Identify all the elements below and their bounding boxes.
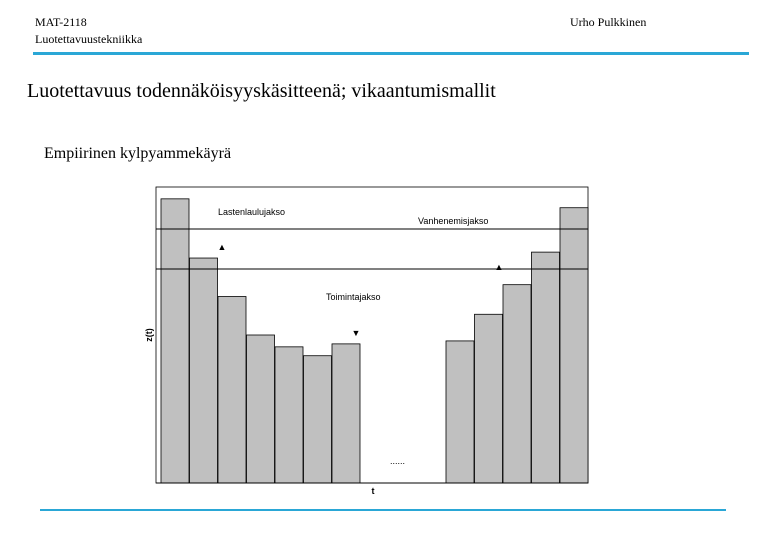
bar-9 [475, 314, 503, 483]
bar-6 [304, 356, 332, 483]
footer-divider [40, 509, 726, 511]
marker-useful-life: ▼ [351, 328, 361, 338]
chart-subtitle: Empiirinen kylpyammekäyrä [44, 145, 232, 162]
bar-4 [247, 335, 275, 483]
marker-infant-mortality: ▲ [217, 242, 227, 252]
x-axis-label: t [371, 486, 375, 496]
slide-title: Luotettavuus todennäköisyyskäsitteenä; vikaantumismallit [27, 80, 496, 102]
bar-2 [190, 258, 218, 483]
author-name: Urho Pulkkinen [570, 15, 647, 29]
bar-10 [503, 285, 531, 483]
course-code: MAT-2118 [35, 15, 87, 29]
course-name: Luotettavuustekniikka [35, 32, 143, 46]
marker-wear-out: ▲ [494, 262, 504, 272]
label-useful-life: Toimintajakso [326, 292, 381, 302]
bar-5 [275, 347, 303, 483]
bar-8 [446, 341, 474, 483]
label-infant-mortality: Lastenlaulujakso [218, 207, 286, 217]
bar-1 [161, 199, 189, 483]
bar-11 [532, 252, 560, 483]
bar-12 [560, 208, 588, 483]
y-axis-label: z(t) [144, 328, 154, 342]
bar-7 [332, 344, 360, 483]
label-gap-ellipsis: ...... [390, 456, 406, 466]
bar-3 [218, 297, 246, 483]
label-wear-out: Vanhenemisjakso [418, 216, 489, 226]
